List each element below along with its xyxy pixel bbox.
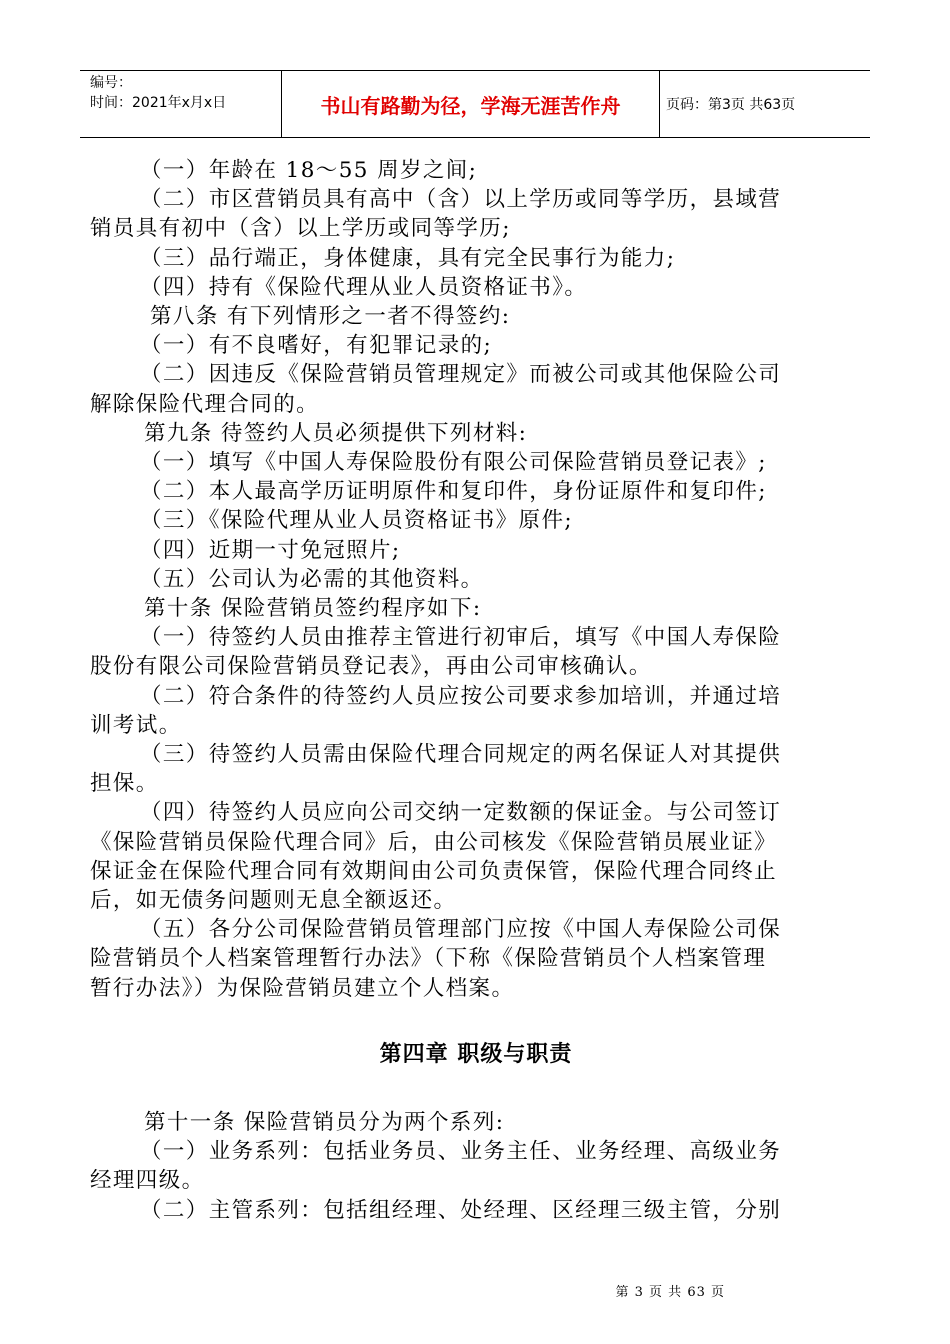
body-line: 销员具有初中（含）以上学历或同等学历; — [90, 216, 511, 242]
page-footer: 第 3 页 共 63 页 — [615, 1285, 725, 1300]
body-line: 股份有限公司保险营销员登记表》，再由公司审核确认。 — [90, 654, 652, 680]
body-line: 险营销员个人档案管理暂行办法》（下称《保险营销员个人档案管理 — [90, 946, 767, 972]
body-line: （四）持有《保险代理从业人员资格证书》。 — [140, 274, 588, 300]
body-line: （二）因违反《保险营销员管理规定》而被公司或其他保险公司 — [140, 362, 782, 388]
document-body — [90, 156, 862, 1225]
body-line: （一）业务系列：包括业务员、业务主任、业务经理、高级业务 — [140, 1139, 782, 1165]
article-heading: 第十条 保险营销员签约程序如下: — [144, 596, 482, 622]
body-line: 解除保险代理合同的。 — [90, 391, 320, 417]
header-meta — [80, 71, 282, 137]
body-line: （三）品行端正，身体健康，具有完全民事行为能力; — [140, 245, 676, 271]
body-line: 后，如无债务问题则无息全额返还。 — [90, 888, 457, 914]
body-line: （二）符合条件的待签约人员应按公司要求参加培训，并通过培 — [140, 683, 782, 709]
body-line: （二）主管系列：包括组经理、处经理、区经理三级主管，分别 — [140, 1197, 782, 1223]
body-line: （三）《保险代理从业人员资格证书》原件; — [140, 508, 573, 534]
body-line: 经理四级。 — [90, 1168, 205, 1194]
header-page-code: 页码：第3页 共63页 — [666, 97, 796, 113]
body-line: （五）公司认为必需的其他资料。 — [140, 566, 484, 592]
number-label: 编号： — [90, 75, 132, 91]
body-line: （二）本人最高学历证明原件和复印件，身份证原件和复印件; — [140, 479, 767, 505]
body-line: （四）待签约人员应向公司交纳一定数额的保证金。与公司签订 — [140, 800, 782, 826]
time-label: 时间：2021年x月x日 — [90, 95, 227, 111]
body-line: 《保险营销员保险代理合同》后，由公司核发《保险营销员展业证》 — [90, 829, 778, 855]
article-heading: 第十一条 保险营销员分为两个系列: — [144, 1109, 505, 1135]
body-line: （一）待签约人员由推荐主管进行初审后，填写《中国人寿保险 — [140, 625, 782, 651]
body-line: （一）有不良嗜好，有犯罪记录的; — [140, 333, 493, 359]
body-line: （四）近期一寸免冠照片; — [140, 537, 401, 563]
body-line: 保证金在保险代理合同有效期间由公司负责保管，保险代理合同终止 — [90, 858, 778, 884]
body-line: 担保。 — [90, 771, 159, 797]
chapter-title: 第四章 职级与职责 — [379, 1041, 573, 1067]
article-heading: 第九条 待签约人员必须提供下列材料: — [144, 420, 528, 446]
body-line: （一）年龄在 18～55 周岁之间; — [140, 158, 478, 183]
body-line: （二）市区营销员具有高中（含）以上学历或同等学历，县域营 — [140, 187, 782, 213]
header-motto: 书山有路勤为径，学海无涯苦作舟 — [282, 71, 660, 137]
body-line: （五）各分公司保险营销员管理部门应按《中国人寿保险公司保 — [140, 917, 782, 943]
body-line: （一）填写《中国人寿保险股份有限公司保险营销员登记表》; — [140, 450, 767, 476]
body-line: 暂行办法》）为保险营销员建立个人档案。 — [90, 975, 515, 1001]
body-line: 训考试。 — [90, 712, 182, 738]
article-heading: 第八条 有下列情形之一者不得签约: — [150, 304, 511, 330]
page-header — [80, 70, 870, 138]
body-line: （三）待签约人员需由保险代理合同规定的两名保证人对其提供 — [140, 742, 782, 768]
